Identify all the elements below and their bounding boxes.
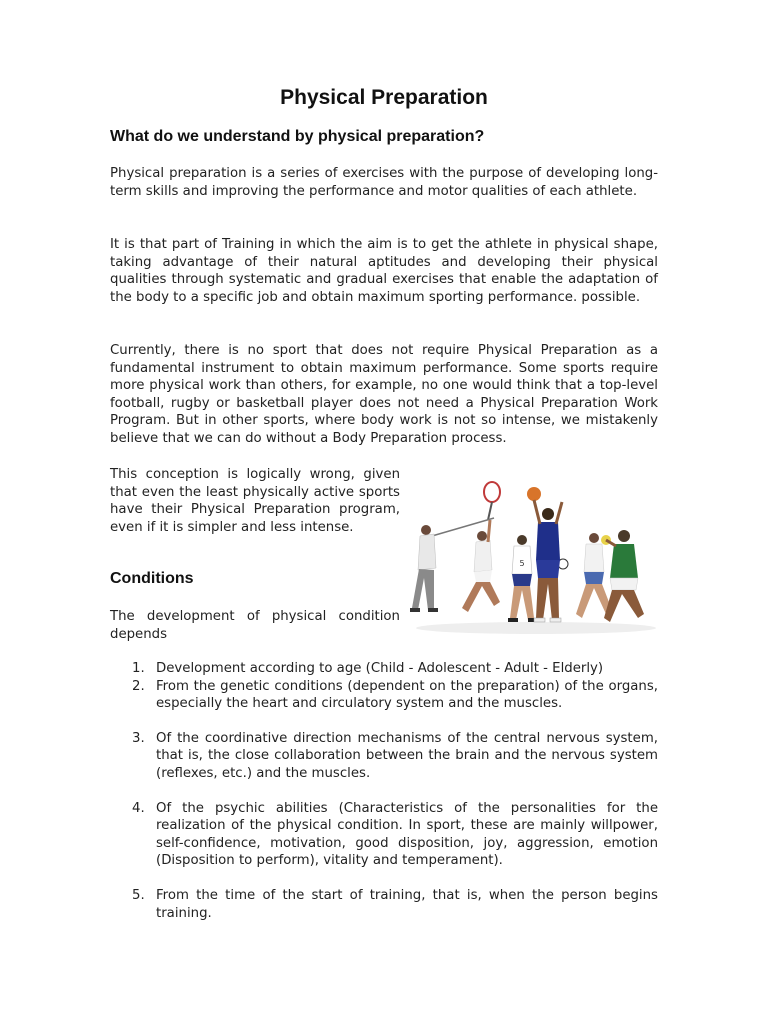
page-title: Physical Preparation [280,86,488,109]
tennis-racket-icon [484,482,500,520]
paragraph-definition: Physical preparation is a series of exercises with the purpose of developing long-term skills and improving the performance and motor qualities of each athlete. [110,166,658,199]
list-item: 2. From the genetic conditions (dependent on the preparation) of the organs, especially the heart and circulatory system and the muscles. [132,678,658,712]
list-item: 5. From the time of the start of training, that is, when the person begins training. [132,887,658,921]
list-item: 1. Development according to age (Child - Adolescent - Adult - Elderly) [132,661,604,676]
basketball-player-figure [534,500,562,622]
list-item: 4. Of the psychic abilities (Characteristics of the personalities for the realization of the physical condition. In sport, these are mainly willpower, self-confidence, motivation, good disposition, joy, aggression, emotion (Disposition to perform), vitality and temperament). [132,800,658,869]
svg-text:5: 5 [519,559,525,568]
basketball-icon [527,487,541,501]
section-heading-conditions: Conditions [110,570,194,587]
paragraph-conception: This conception is logically wrong, given that even the least physically active sports have their Physical Preparation program, even if it is simpler and less intense. [110,467,400,535]
handball-player-figure [604,530,644,622]
athletes-illustration [406,478,658,638]
conditions-list [110,660,658,922]
paragraph-sports: Currently, there is no sport that does not require Physical Preparation as a fundamental instrument to obtain maximum performance. Some sports require more physical work than others, for example, no one would think that a top-level football, rugby or basketball player does not need a Physical Preparation Work Program. But in other sports, where body work is not so intense, we mistakenly believe that we can do without a Body Preparation process. [110,343,658,446]
golfer-figure [410,525,438,612]
runner-figure [576,533,612,618]
list-item: 3. Of the coordinative direction mechanisms of the central nervous system, that is, the close collaboration between the brain and the nervous system (reflexes, etc.) and the muscles. [132,730,658,781]
tennis-player-figure [462,520,500,612]
paragraph-training: It is that part of Training in which the aim is to get the athlete in physical shape, taking advantage of their natural aptitudes and developing their physical qualities through systematic and gradual exercises that enable the adaptation of the body to a specific job and obtain maximum sporting performance. possible. [110,237,658,305]
paragraph-development: The development of physical condition depends [110,609,400,642]
section-heading-understanding: What do we understand by physical preparation? [110,128,485,145]
soccer-player-figure [508,535,538,622]
